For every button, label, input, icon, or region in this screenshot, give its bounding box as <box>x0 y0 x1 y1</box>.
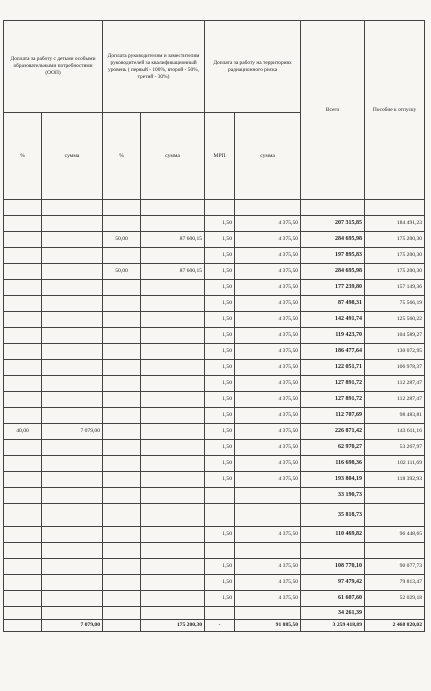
cell-mrp: 1,50 <box>205 591 235 607</box>
cell-leaders-sum <box>141 575 205 591</box>
cell-oop-pct <box>4 527 42 543</box>
cell-total: 197 895,83 <box>301 248 365 264</box>
cell-oop-pct <box>4 216 42 232</box>
table-row <box>4 559 425 575</box>
cell-leaders-pct <box>103 504 141 527</box>
cell-mrp: 1,50 <box>205 559 235 575</box>
cell-total: 110 469,82 <box>301 527 365 543</box>
cell-oop-sum <box>42 456 103 472</box>
table-row <box>4 488 425 504</box>
cell-radiation-sum <box>235 607 301 620</box>
cell-leaders-sum <box>141 344 205 360</box>
cell-mrp: 1,50 <box>205 472 235 488</box>
cell-oop-sum <box>42 248 103 264</box>
total-cell-vacation: 2 468 820,02 <box>365 620 425 632</box>
totals-row <box>4 620 425 632</box>
cell-vacation <box>365 607 425 620</box>
cell-radiation-sum <box>235 488 301 504</box>
cell-vacation: 90 077,73 <box>365 559 425 575</box>
cell-radiation-sum: 4 375,50 <box>235 527 301 543</box>
cell-leaders-sum <box>141 280 205 296</box>
cell-oop-pct <box>4 440 42 456</box>
cell-leaders-pct <box>103 216 141 232</box>
cell-oop-sum <box>42 575 103 591</box>
cell-radiation-sum: 4 375,50 <box>235 440 301 456</box>
cell-oop-pct <box>4 575 42 591</box>
subheader-pct-oop: % <box>4 113 42 200</box>
cell-vacation: 112 287,47 <box>365 392 425 408</box>
cell-oop-pct <box>4 456 42 472</box>
table-row <box>4 312 425 328</box>
cell-oop-sum <box>42 543 103 559</box>
cell-oop-pct <box>4 504 42 527</box>
cell-vacation: 75 566,19 <box>365 296 425 312</box>
cell-oop-sum <box>42 328 103 344</box>
cell-radiation-sum <box>235 504 301 527</box>
table-row <box>4 527 425 543</box>
header-radiation: Доплата за работу на территориях радиационного риска <box>205 21 301 113</box>
table-row <box>4 280 425 296</box>
cell-vacation: 184 491,23 <box>365 216 425 232</box>
cell-total: 207 315,85 <box>301 216 365 232</box>
cell-vacation <box>365 200 425 216</box>
cell-vacation: 79 813,47 <box>365 575 425 591</box>
cell-total: 34 261,39 <box>301 607 365 620</box>
table-row <box>4 328 425 344</box>
cell-vacation: 53 267,97 <box>365 440 425 456</box>
table-row <box>4 200 425 216</box>
cell-vacation: 143 611,16 <box>365 424 425 440</box>
cell-oop-sum <box>42 392 103 408</box>
table-row <box>4 248 425 264</box>
cell-leaders-pct <box>103 591 141 607</box>
cell-radiation-sum: 4 375,50 <box>235 360 301 376</box>
cell-mrp: 1,50 <box>205 424 235 440</box>
cell-leaders-sum <box>141 408 205 424</box>
cell-oop-pct <box>4 472 42 488</box>
cell-mrp: 1,50 <box>205 264 235 280</box>
cell-oop-pct <box>4 488 42 504</box>
cell-radiation-sum <box>235 200 301 216</box>
table-row <box>4 392 425 408</box>
total-cell-radiation-sum: 91 885,50 <box>235 620 301 632</box>
table-row <box>4 264 425 280</box>
cell-leaders-pct <box>103 424 141 440</box>
cell-oop-pct <box>4 360 42 376</box>
cell-radiation-sum: 4 375,50 <box>235 456 301 472</box>
cell-leaders-sum <box>141 488 205 504</box>
cell-leaders-pct: 50,00 <box>103 264 141 280</box>
cell-vacation: 98 483,81 <box>365 408 425 424</box>
cell-vacation: 52 029,18 <box>365 591 425 607</box>
cell-vacation <box>365 488 425 504</box>
header-total: Всего <box>301 21 365 200</box>
cell-oop-pct <box>4 280 42 296</box>
cell-leaders-pct <box>103 248 141 264</box>
cell-vacation: 102 111,69 <box>365 456 425 472</box>
cell-leaders-sum <box>141 216 205 232</box>
cell-oop-pct <box>4 559 42 575</box>
table-row <box>4 456 425 472</box>
cell-oop-pct <box>4 312 42 328</box>
table-row <box>4 607 425 620</box>
subheader-sum-leaders: сумма <box>141 113 205 200</box>
cell-leaders-sum <box>141 591 205 607</box>
total-cell-oop-sum: 7 079,00 <box>42 620 103 632</box>
salary-table-sheet <box>3 20 425 632</box>
subheader-sum-radiation: сумма <box>235 113 301 200</box>
cell-oop-pct <box>4 296 42 312</box>
cell-total: 87 498,31 <box>301 296 365 312</box>
cell-vacation: 175 200,30 <box>365 248 425 264</box>
cell-mrp: 1,50 <box>205 232 235 248</box>
cell-mrp: 1,50 <box>205 456 235 472</box>
cell-total <box>301 543 365 559</box>
cell-vacation: 130 072,95 <box>365 344 425 360</box>
header-row <box>4 21 425 113</box>
cell-vacation: 106 978,37 <box>365 360 425 376</box>
cell-total: 284 695,98 <box>301 232 365 248</box>
table-row <box>4 424 425 440</box>
salary-table <box>3 20 425 632</box>
table-row <box>4 232 425 248</box>
cell-mrp: 1,50 <box>205 296 235 312</box>
cell-leaders-pct <box>103 328 141 344</box>
cell-oop-sum <box>42 408 103 424</box>
cell-oop-sum <box>42 440 103 456</box>
table-row <box>4 376 425 392</box>
cell-total: 62 970,27 <box>301 440 365 456</box>
cell-oop-sum <box>42 472 103 488</box>
total-cell-leaders-sum: 175 200,30 <box>141 620 205 632</box>
cell-total: 35 818,73 <box>301 504 365 527</box>
subheader-sum-oop: сумма <box>42 113 103 200</box>
table-row <box>4 360 425 376</box>
cell-leaders-sum <box>141 360 205 376</box>
table-row <box>4 216 425 232</box>
cell-total: 112 707,69 <box>301 408 365 424</box>
cell-mrp: 1,50 <box>205 344 235 360</box>
cell-radiation-sum: 4 375,50 <box>235 280 301 296</box>
cell-mrp: 1,50 <box>205 408 235 424</box>
cell-leaders-pct <box>103 543 141 559</box>
cell-leaders-sum <box>141 559 205 575</box>
cell-leaders-pct <box>103 607 141 620</box>
cell-total: 193 804,19 <box>301 472 365 488</box>
table-row <box>4 344 425 360</box>
cell-oop-sum <box>42 216 103 232</box>
table-row <box>4 575 425 591</box>
cell-vacation: 104 589,27 <box>365 328 425 344</box>
cell-oop-pct <box>4 232 42 248</box>
cell-oop-sum <box>42 559 103 575</box>
cell-leaders-sum <box>141 296 205 312</box>
cell-total: 97 479,42 <box>301 575 365 591</box>
cell-radiation-sum: 4 375,50 <box>235 575 301 591</box>
cell-total: 127 891,72 <box>301 392 365 408</box>
cell-oop-sum <box>42 527 103 543</box>
cell-radiation-sum <box>235 543 301 559</box>
cell-oop-sum <box>42 360 103 376</box>
cell-oop-sum <box>42 264 103 280</box>
cell-mrp: 1,50 <box>205 392 235 408</box>
total-cell-total: 3 259 418,89 <box>301 620 365 632</box>
subheader-pct-leaders: % <box>103 113 141 200</box>
cell-oop-pct <box>4 591 42 607</box>
cell-oop-sum <box>42 591 103 607</box>
cell-vacation <box>365 504 425 527</box>
cell-leaders-sum <box>141 607 205 620</box>
cell-radiation-sum: 4 375,50 <box>235 264 301 280</box>
cell-mrp: 1,50 <box>205 360 235 376</box>
cell-leaders-pct <box>103 527 141 543</box>
cell-mrp <box>205 607 235 620</box>
cell-vacation: 157 149,36 <box>365 280 425 296</box>
cell-oop-sum <box>42 607 103 620</box>
cell-total: 122 051,71 <box>301 360 365 376</box>
cell-mrp: 1,50 <box>205 440 235 456</box>
cell-oop-sum <box>42 200 103 216</box>
cell-total: 186 477,64 <box>301 344 365 360</box>
cell-vacation: 118 392,93 <box>365 472 425 488</box>
cell-mrp: 1,50 <box>205 248 235 264</box>
cell-leaders-sum <box>141 312 205 328</box>
cell-mrp <box>205 504 235 527</box>
cell-oop-pct <box>4 328 42 344</box>
cell-mrp: 1,50 <box>205 280 235 296</box>
cell-oop-pct: 40,00 <box>4 424 42 440</box>
cell-radiation-sum: 4 375,50 <box>235 591 301 607</box>
cell-oop-pct <box>4 408 42 424</box>
cell-leaders-pct: 50,00 <box>103 232 141 248</box>
cell-oop-sum <box>42 280 103 296</box>
cell-leaders-pct <box>103 200 141 216</box>
cell-vacation <box>365 543 425 559</box>
cell-leaders-sum <box>141 248 205 264</box>
cell-radiation-sum: 4 375,50 <box>235 344 301 360</box>
cell-oop-pct <box>4 543 42 559</box>
table-row <box>4 440 425 456</box>
cell-leaders-pct <box>103 440 141 456</box>
table-row <box>4 504 425 527</box>
cell-leaders-pct <box>103 559 141 575</box>
cell-radiation-sum: 4 375,50 <box>235 312 301 328</box>
cell-mrp: 1,50 <box>205 575 235 591</box>
cell-oop-pct <box>4 392 42 408</box>
cell-total: 127 891,72 <box>301 376 365 392</box>
cell-oop-pct <box>4 344 42 360</box>
cell-leaders-pct <box>103 280 141 296</box>
cell-leaders-sum <box>141 440 205 456</box>
cell-radiation-sum: 4 375,50 <box>235 328 301 344</box>
cell-radiation-sum: 4 375,50 <box>235 408 301 424</box>
cell-vacation: 112 287,47 <box>365 376 425 392</box>
table-row <box>4 408 425 424</box>
cell-leaders-sum <box>141 504 205 527</box>
cell-mrp <box>205 488 235 504</box>
cell-leaders-sum <box>141 424 205 440</box>
cell-oop-pct <box>4 607 42 620</box>
cell-leaders-sum <box>141 472 205 488</box>
cell-leaders-sum: 87 600,15 <box>141 232 205 248</box>
total-cell-mrp: - <box>205 620 235 632</box>
cell-total: 226 871,42 <box>301 424 365 440</box>
cell-vacation: 175 200,30 <box>365 264 425 280</box>
cell-mrp: 1,50 <box>205 216 235 232</box>
cell-leaders-pct <box>103 456 141 472</box>
cell-oop-pct <box>4 376 42 392</box>
cell-radiation-sum: 4 375,50 <box>235 424 301 440</box>
cell-leaders-pct <box>103 408 141 424</box>
cell-oop-sum: 7 079,00 <box>42 424 103 440</box>
subheader-mrp: МРП <box>205 113 235 200</box>
cell-leaders-pct <box>103 575 141 591</box>
cell-mrp <box>205 200 235 216</box>
cell-leaders-sum <box>141 527 205 543</box>
cell-oop-sum <box>42 344 103 360</box>
cell-leaders-sum <box>141 200 205 216</box>
cell-radiation-sum: 4 375,50 <box>235 248 301 264</box>
cell-oop-pct <box>4 248 42 264</box>
cell-oop-sum <box>42 376 103 392</box>
cell-total: 177 239,80 <box>301 280 365 296</box>
cell-total: 142 491,74 <box>301 312 365 328</box>
cell-radiation-sum: 4 375,50 <box>235 216 301 232</box>
cell-oop-sum <box>42 296 103 312</box>
cell-oop-sum <box>42 232 103 248</box>
cell-oop-sum <box>42 312 103 328</box>
header-leaders: Доплата руководителям и заместителям руководителей за квалификационный уровень ( первый - 100%, второй - 50%, третий - 30%) <box>103 21 205 113</box>
cell-leaders-pct <box>103 360 141 376</box>
header-vacation: Пособие к отпуску <box>365 21 425 200</box>
cell-leaders-pct <box>103 392 141 408</box>
cell-leaders-pct <box>103 312 141 328</box>
table-row <box>4 543 425 559</box>
cell-leaders-sum <box>141 328 205 344</box>
cell-mrp: 1,50 <box>205 376 235 392</box>
table-row <box>4 591 425 607</box>
cell-radiation-sum: 4 375,50 <box>235 392 301 408</box>
cell-mrp: 1,50 <box>205 312 235 328</box>
cell-total: 119 423,70 <box>301 328 365 344</box>
cell-radiation-sum: 4 375,50 <box>235 472 301 488</box>
cell-leaders-sum: 87 600,15 <box>141 264 205 280</box>
cell-vacation: 96 448,65 <box>365 527 425 543</box>
cell-leaders-pct <box>103 472 141 488</box>
cell-radiation-sum: 4 375,50 <box>235 376 301 392</box>
cell-leaders-sum <box>141 456 205 472</box>
cell-leaders-pct <box>103 376 141 392</box>
header-oop: Доплата за работу с детьми особыми образовательными потребностями (ООП) <box>4 21 103 113</box>
cell-oop-pct <box>4 200 42 216</box>
cell-leaders-pct <box>103 344 141 360</box>
cell-total: 61 607,60 <box>301 591 365 607</box>
total-cell-oop-pct <box>4 620 42 632</box>
cell-total: 116 698,36 <box>301 456 365 472</box>
cell-oop-sum <box>42 504 103 527</box>
cell-leaders-pct <box>103 296 141 312</box>
cell-total: 108 770,10 <box>301 559 365 575</box>
cell-vacation: 125 560,22 <box>365 312 425 328</box>
cell-leaders-sum <box>141 543 205 559</box>
cell-oop-sum <box>42 488 103 504</box>
table-row <box>4 472 425 488</box>
cell-total: 284 695,98 <box>301 264 365 280</box>
cell-mrp <box>205 543 235 559</box>
total-cell-leaders-pct <box>103 620 141 632</box>
cell-radiation-sum: 4 375,50 <box>235 232 301 248</box>
table-row <box>4 296 425 312</box>
cell-vacation: 175 200,30 <box>365 232 425 248</box>
cell-leaders-sum <box>141 392 205 408</box>
cell-mrp: 1,50 <box>205 527 235 543</box>
cell-mrp: 1,50 <box>205 328 235 344</box>
cell-total <box>301 200 365 216</box>
cell-leaders-pct <box>103 488 141 504</box>
cell-oop-pct <box>4 264 42 280</box>
cell-total: 33 190,73 <box>301 488 365 504</box>
cell-radiation-sum: 4 375,50 <box>235 296 301 312</box>
cell-radiation-sum: 4 375,50 <box>235 559 301 575</box>
cell-leaders-sum <box>141 376 205 392</box>
